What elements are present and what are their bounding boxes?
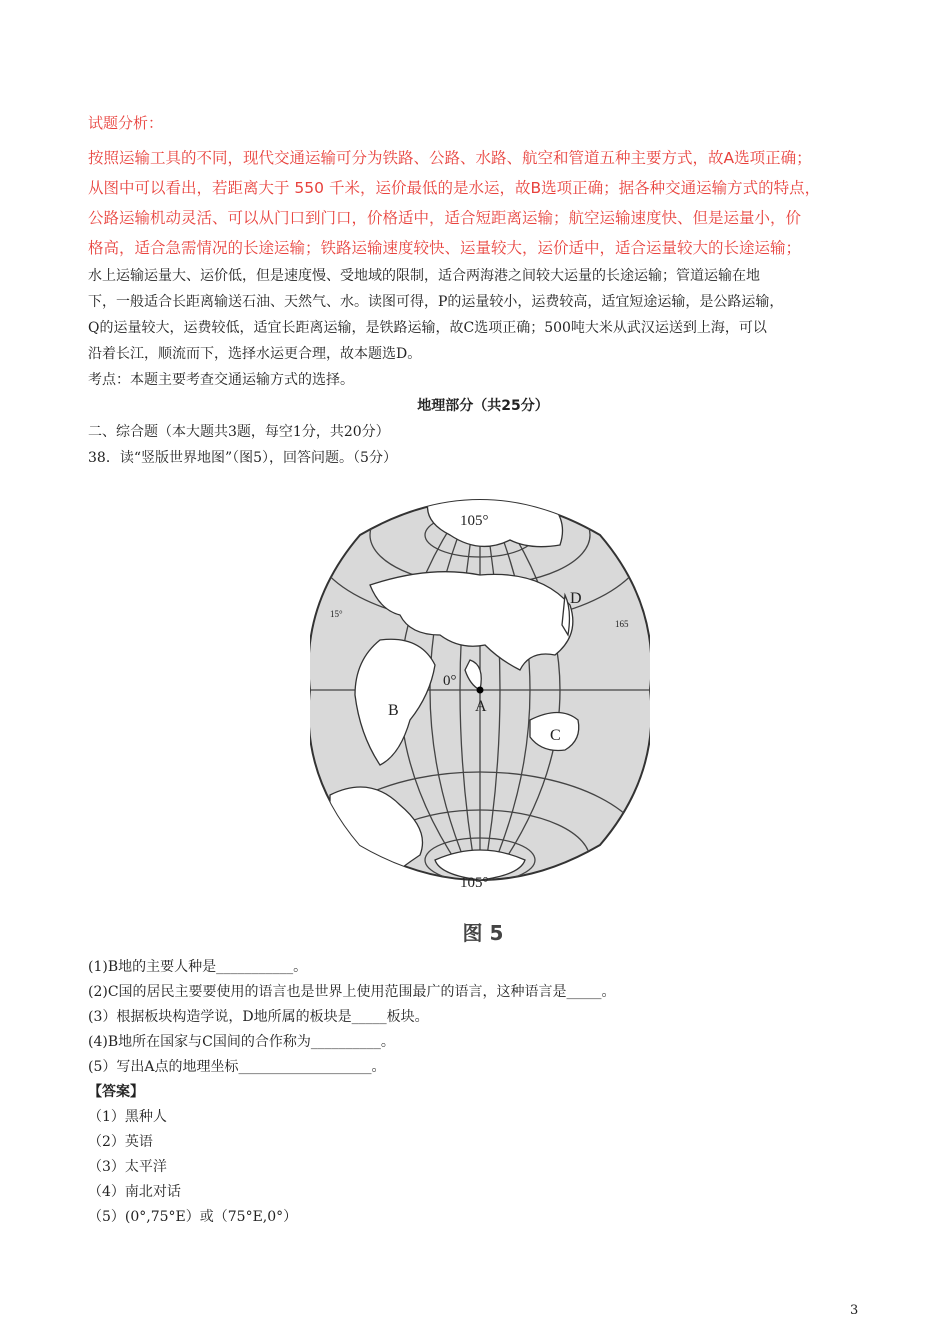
vertical-world-map: [310, 475, 650, 915]
map-label-bottom: 105°: [460, 875, 489, 891]
kaodian-line: 考点：本题主要考查交通运输方式的选择。: [88, 372, 354, 388]
section-subtitle: 二、综合题（本大题共3题，每空1分，共20分）: [88, 424, 390, 440]
analysis-heading: 试题分析：: [88, 114, 164, 132]
sub-question: (2)C国的居民主要要使用的语言也是世界上使用范围最广的语言，这种语言是_____。: [88, 984, 616, 1000]
sub-question: (4)B地所在国家与C国间的合作称为__________。: [88, 1034, 395, 1050]
answer-item: （3）太平洋: [88, 1159, 167, 1175]
map-point-a: A: [475, 698, 487, 715]
analysis-red-line: 公路运输机动灵活、可以从门口到门口，价格适中，适合短距离运输；航空运输速度快、但是运量小，价: [88, 209, 802, 227]
analysis-red-line: 格高，适合急需情况的长途运输；铁路运输速度较快、运量较大，运价适中，适合运量较大的长途运输；: [88, 239, 802, 257]
map-point-d: D: [570, 590, 582, 607]
map-point-c: C: [550, 727, 561, 744]
answer-item: （4）南北对话: [88, 1184, 181, 1200]
section-title: 地理部分（共25分）: [417, 398, 549, 414]
world-map-figure: [88, 475, 878, 955]
analysis-text-line: 水上运输运量大、运价低，但是速度慢、受地域的限制，适合两海港之间较大运量的长途运输；管道运输在地: [88, 268, 760, 284]
answer-item: （2）英语: [88, 1134, 153, 1150]
map-label-left: 15°: [330, 609, 343, 619]
answer-item: （5）(0°,75°E）或（75°E,0°）: [88, 1209, 298, 1225]
figure-caption: 图 5: [462, 921, 504, 945]
analysis-text-line: 下，一般适合长距离输送石油、天然气、水。读图可得，P的运量较小，运费较高，适宜短途运输，是公路运输，: [88, 294, 784, 310]
analysis-text-line: Q的运量较大，运费较低，适宜长距离运输，是铁路运输，故C选项正确；500吨大米从武汉运送到上海，可以: [88, 320, 767, 336]
map-label-center: 0°: [443, 673, 457, 689]
page-number: 3: [850, 1303, 859, 1318]
analysis-red-line: 从图中可以看出，若距离大于 550 千米，运价最低的是水运，故B选项正确；据各种交通运输方式的特点，: [88, 179, 821, 197]
analysis-text-line: 沿着长江，顺流而下，选择水运更合理，故本题选D。: [88, 346, 422, 362]
answer-item: （1）黑种人: [88, 1109, 167, 1125]
analysis-red-line: 按照运输工具的不同，现代交通运输可分为铁路、公路、水路、航空和管道五种主要方式，故A选项正确；: [88, 149, 812, 167]
map-label-top: 105°: [460, 513, 489, 529]
document-page: [88, 112, 878, 1230]
sub-question: (5）写出A点的地理坐标___________________。: [88, 1059, 386, 1075]
sub-question: (3）根据板块构造学说，D地所属的板块是_____板块。: [88, 1009, 429, 1025]
answer-heading: 【答案】: [88, 1084, 144, 1100]
question-38: 38．读“竖版世界地图”（图5），回答问题。（5分）: [88, 450, 397, 466]
sub-question: (1)B地的主要人种是___________。: [88, 959, 308, 975]
map-label-right: 165: [615, 619, 629, 629]
point-a-dot: [477, 687, 484, 694]
map-point-b: B: [388, 702, 399, 719]
